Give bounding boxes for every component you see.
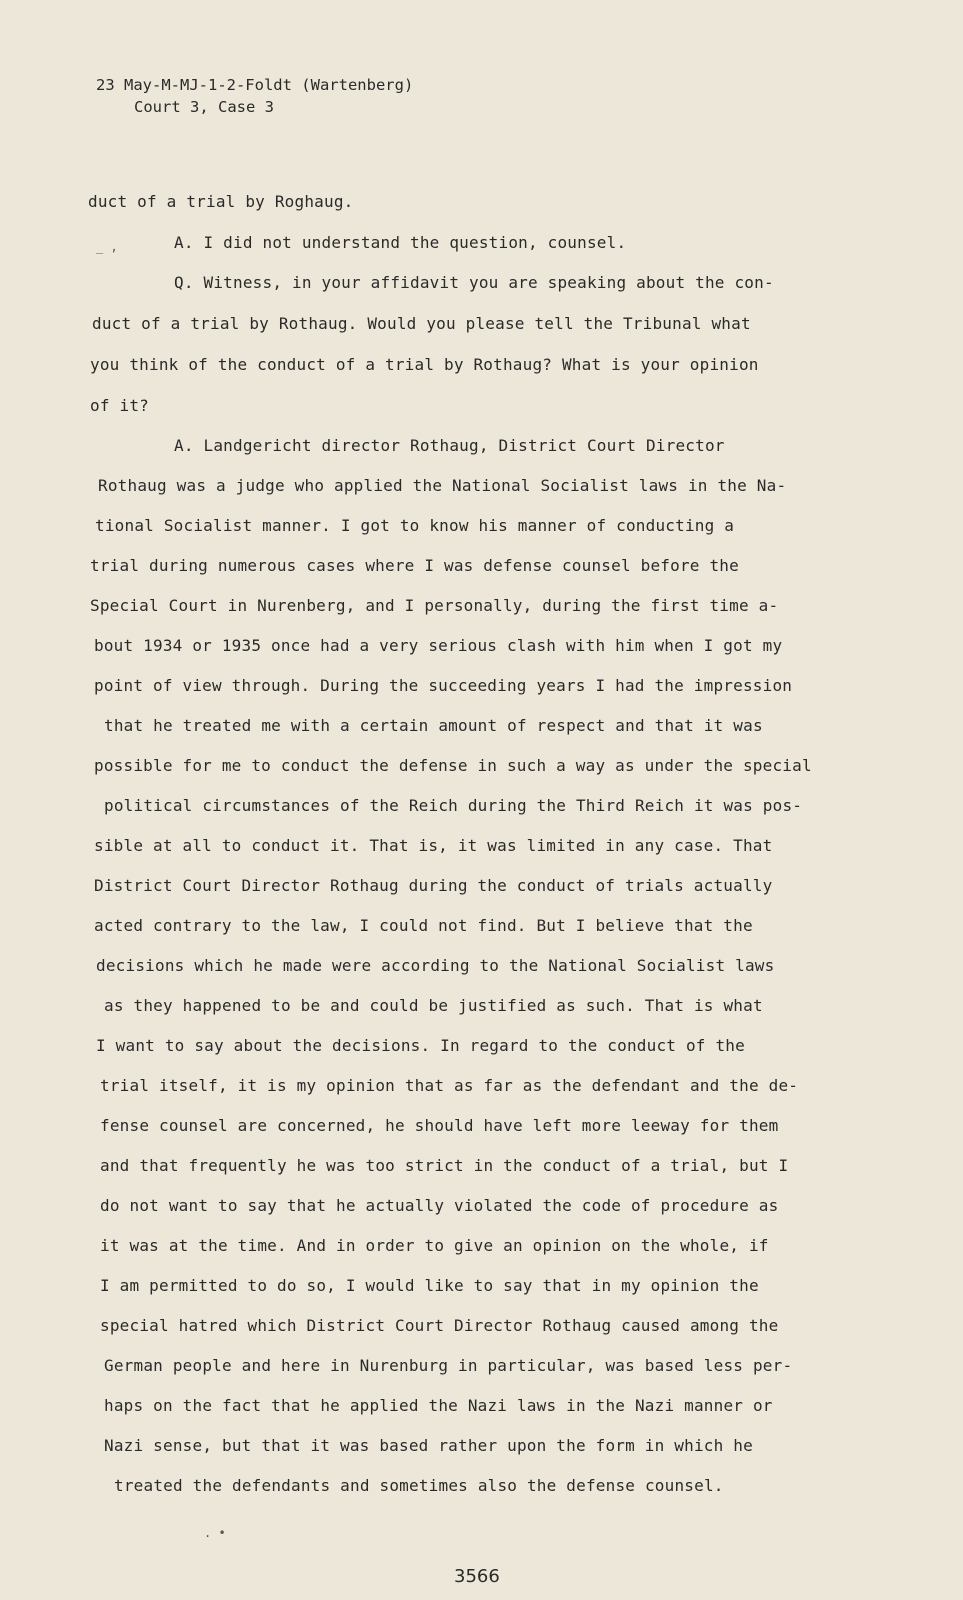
page-number: 3566: [454, 1566, 500, 1587]
body-line: do not want to say that he actually violated the code of procedure as: [100, 1196, 779, 1215]
body-line: District Court Director Rothaug during the conduct of trials actually: [94, 876, 773, 895]
body-line: acted contrary to the law, I could not find. But I believe that the: [94, 916, 753, 935]
body-line: it was at the time. And in order to give an opinion on the whole, if: [100, 1236, 769, 1255]
document-header: [96, 74, 413, 118]
body-line: duct of a trial by Roghaug.: [88, 192, 354, 211]
body-line: sible at all to conduct it. That is, it was limited in any case. That: [94, 836, 773, 855]
body-line: that he treated me with a certain amount of respect and that it was: [104, 716, 763, 735]
body-line: Q. Witness, in your affidavit you are speaking about the con-: [174, 273, 774, 292]
body-line: you think of the conduct of a trial by Rothaug? What is your opinion: [90, 355, 759, 374]
body-line: trial during numerous cases where I was defense counsel before the: [90, 556, 739, 575]
stray-ink-mark: . •: [204, 1526, 226, 1540]
body-line: decisions which he made were according to the National Socialist laws: [96, 956, 775, 975]
margin-mark: _ ,: [96, 240, 118, 254]
body-line: Special Court in Nurenberg, and I personally, during the first time a-: [90, 596, 779, 615]
body-line: bout 1934 or 1935 once had a very serious clash with him when I got my: [94, 636, 783, 655]
body-line: special hatred which District Court Director Rothaug caused among the: [100, 1316, 779, 1335]
body-line: point of view through. During the succeeding years I had the impression: [94, 676, 793, 695]
body-line: duct of a trial by Rothaug. Would you please tell the Tribunal what: [92, 314, 751, 333]
body-line: political circumstances of the Reich during the Third Reich it was pos-: [104, 796, 803, 815]
header-line-2: Court 3, Case 3: [134, 98, 274, 116]
body-line: I want to say about the decisions. In regard to the conduct of the: [96, 1036, 745, 1055]
body-line: fense counsel are concerned, he should have left more leeway for them: [100, 1116, 779, 1135]
body-line: trial itself, it is my opinion that as far as the defendant and the de-: [100, 1076, 799, 1095]
body-line: treated the defendants and sometimes also the defense counsel.: [114, 1476, 724, 1495]
body-line: I am permitted to do so, I would like to say that in my opinion the: [100, 1276, 759, 1295]
body-line: A. Landgericht director Rothaug, District Court Director: [174, 436, 725, 455]
body-line: tional Socialist manner. I got to know his manner of conducting a: [95, 516, 735, 535]
body-line: and that frequently he was too strict in the conduct of a trial, but I: [100, 1156, 789, 1175]
body-line: Nazi sense, but that it was based rather upon the form in which he: [104, 1436, 753, 1455]
header-line-1: 23 May-M-MJ-1-2-Foldt (Wartenberg): [96, 76, 414, 94]
body-line: possible for me to conduct the defense in such a way as under the special: [94, 756, 812, 775]
body-line: haps on the fact that he applied the Nazi laws in the Nazi manner or: [104, 1396, 773, 1415]
body-line: A. I did not understand the question, counsel.: [174, 233, 627, 252]
body-line: German people and here in Nurenburg in particular, was based less per-: [104, 1356, 793, 1375]
body-line: of it?: [90, 396, 149, 415]
body-line: Rothaug was a judge who applied the National Socialist laws in the Na-: [98, 476, 787, 495]
body-line: as they happened to be and could be justified as such. That is what: [104, 996, 763, 1015]
